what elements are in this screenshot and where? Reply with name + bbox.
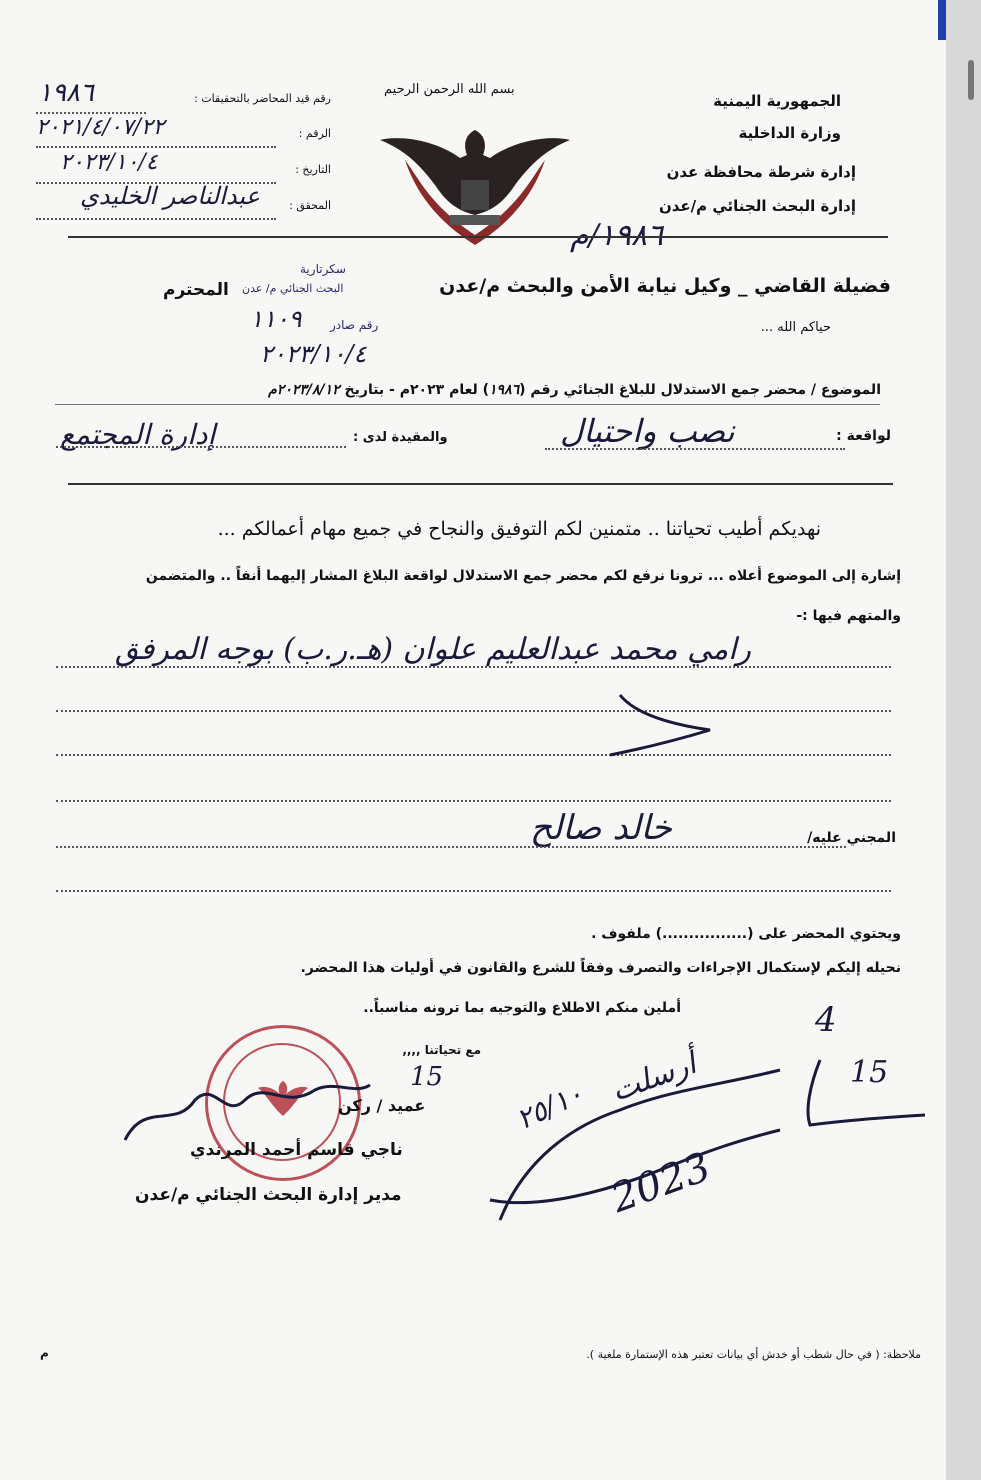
accused-label: والمتهم فيها :-	[796, 608, 901, 624]
victim-label: المجني عليه/	[807, 830, 896, 846]
hand-year: 2023	[605, 1143, 717, 1223]
registered-value: إدارة المجتمع	[60, 418, 216, 451]
addressee-title: فضيلة القاضي _ وكيل نيابة الأمن والبحث م/عدن	[439, 275, 891, 297]
stamp-issue-label: رقم صادر	[330, 318, 379, 332]
stamp-title: سكرتارية	[300, 262, 346, 276]
hand-word: أرسلت	[606, 1046, 701, 1109]
hand-number-15-right: 15	[850, 1055, 889, 1090]
stamp-issue-value: ١١٠٩	[250, 305, 302, 333]
header-police: إدارة شرطة محافظة عدن	[666, 163, 856, 181]
basmala: بسم الله الرحمن الرحيم	[384, 82, 515, 97]
signer-name: ناجي قاسم أحمد المرندي	[190, 1140, 403, 1160]
hope-text: أملين منكم الاطلاع والتوجيه بما ترونه مناسباً..	[363, 1000, 681, 1016]
incident-value: نصب واحتيال	[560, 412, 735, 450]
record-value: ١٩٨٦	[38, 78, 94, 108]
report-number: ١٩٨٦	[489, 382, 520, 398]
refer-text: نحيله إليكم لإستكمال الإجراءات والتصرف وفقاً للشرع والقانون في أوليات هذا المحضر.	[300, 960, 901, 976]
stamp-dept: البحث الجنائي م/ عدن	[242, 282, 344, 295]
hand-number-15-left: 15	[410, 1062, 444, 1092]
footer-note: ملاحظة: ( في حال شطب أو خدش أي بيانات تعتبر هذه الإستمارة ملغية ).	[586, 1348, 921, 1361]
victim-value: خالد صالح	[530, 808, 672, 848]
honorific: المحترم	[163, 280, 229, 300]
footer-code: م	[40, 1346, 49, 1360]
report-date: ٢٠٢٣/٨/١٢م	[268, 382, 340, 398]
subject-text: الموضوع / محضر جمع الاستدلال للبلاغ الجنائي رقم (١٩٨٦) لعام ٢٠٢٣م - بتاريخ ٢٠٢٣/٨/١٢م	[268, 382, 881, 398]
stamp-date-value: ٢٠٢٣/١٠/٤	[260, 340, 367, 368]
signature-scribble-icon	[115, 1060, 375, 1150]
body-greeting: نهديكم أطيب تحياتنا .. متمنين لكم التوفيق والنجاح في جميع مهام أعمالكم ...	[217, 518, 821, 540]
hand-number-top: 4	[815, 1000, 837, 1040]
handwritten-ref: ١٩٨٦/م	[570, 218, 664, 253]
header-republic: الجمهورية اليمنية	[713, 92, 841, 110]
regards-text: مع تحياتنا ,,,,	[402, 1043, 481, 1057]
number-value: ٢٠٢١/٤/٠٧/٢٢	[36, 115, 165, 140]
header-ministry: وزارة الداخلية	[738, 124, 841, 142]
body-reference: إشارة إلى الموضوع أعلاه ... ترونا نرفع لكم محضر جمع الاستدلال لواقعة البلاغ المشار إليهما أنفاً .. والمتضمن	[145, 568, 901, 584]
investigator-value: عبدالناصر الخليدي	[80, 182, 260, 210]
investigator-label: المحقق :	[289, 199, 331, 212]
corner-mark	[938, 0, 946, 40]
scroll-indicator	[968, 60, 974, 100]
date-value: ٢٠٢٣/١٠/٤	[60, 150, 158, 175]
registered-label: والمقيدة لدى :	[353, 430, 448, 445]
date-label: التاريخ :	[295, 163, 331, 176]
header-department: إدارة البحث الجنائي م/عدن	[658, 197, 856, 215]
record-label: رقم قيد المحاضر بالتحقيقات :	[194, 92, 331, 105]
signer-rank: عميد / ركن	[338, 1096, 426, 1115]
number-label: الرقم :	[298, 127, 331, 140]
incident-label: لواقعة :	[836, 428, 891, 444]
page-edge	[946, 0, 981, 1480]
header-divider	[68, 236, 888, 238]
contains-line: ويحتوي المحضر على (................) ملفوف .	[591, 926, 901, 942]
accused-value: رامي محمد عبدالعليم علوان (هـ.ر.ب) بوجه المرفق	[115, 632, 751, 667]
greeting-short: حياكم الله ...	[760, 320, 831, 335]
hand-date: ٢٥/١٠	[511, 1076, 589, 1137]
strike-mark-icon	[600, 690, 730, 760]
signer-position: مدير إدارة البحث الجنائي م/عدن	[135, 1185, 402, 1205]
